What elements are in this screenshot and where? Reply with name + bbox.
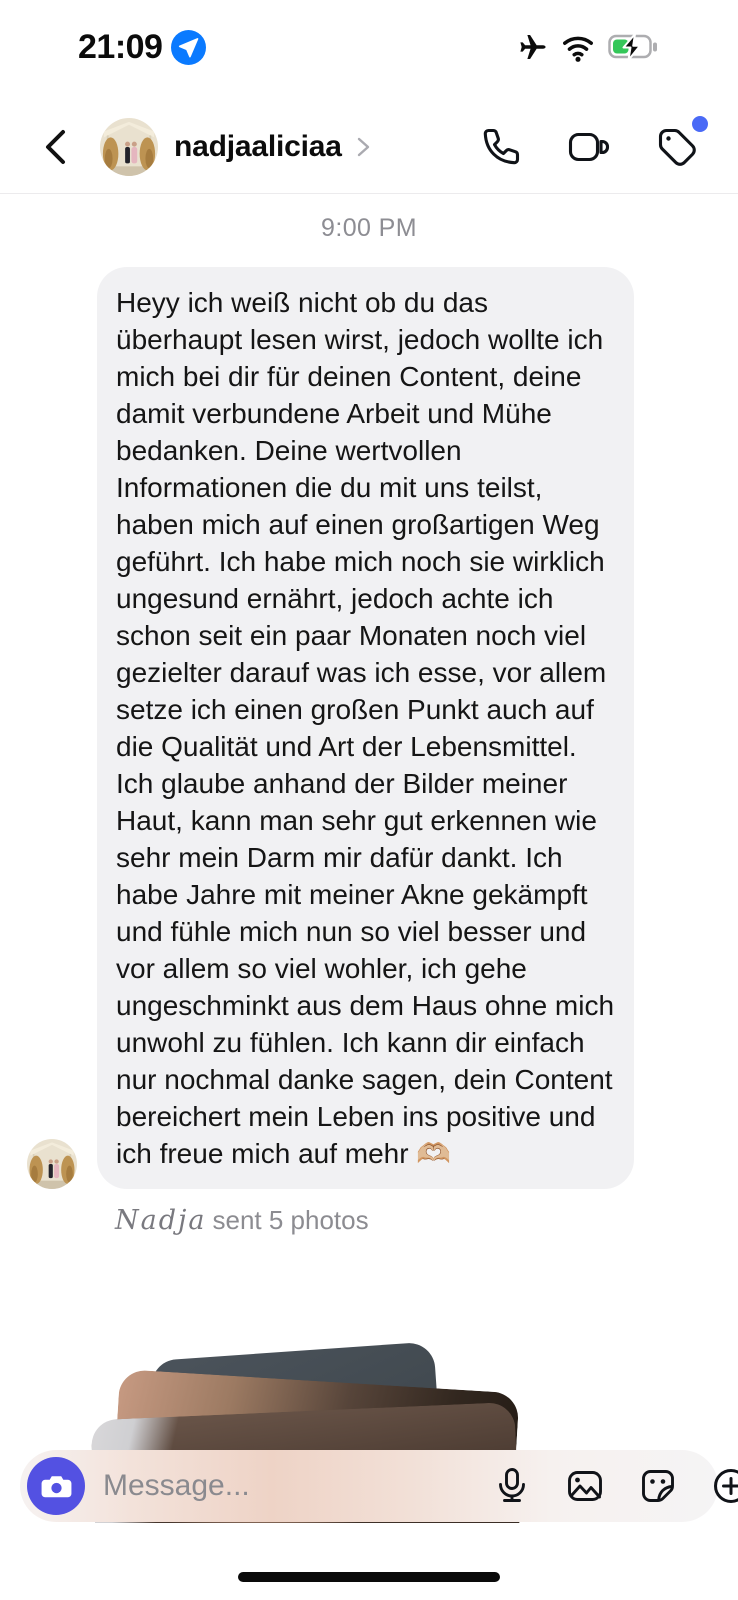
conversation-title[interactable] xyxy=(174,130,374,164)
microphone-icon xyxy=(491,1465,533,1507)
sticker-button[interactable] xyxy=(637,1465,679,1507)
phone-icon xyxy=(478,124,524,170)
profile-avatar[interactable] xyxy=(100,118,158,176)
sender-name: Nadja xyxy=(115,1205,207,1236)
location-arrow-icon xyxy=(171,30,206,65)
chat-header xyxy=(0,100,738,194)
heart-hands-emoji: 🫶🏼 xyxy=(416,1138,452,1169)
clock: 21:09 xyxy=(78,27,163,66)
header-actions xyxy=(478,124,700,170)
notification-dot xyxy=(692,116,708,132)
add-button[interactable] xyxy=(710,1465,738,1507)
composer-actions xyxy=(491,1465,738,1507)
sticker-icon xyxy=(637,1465,679,1507)
username[interactable]: nadjaaliciaa xyxy=(174,129,342,163)
home-indicator[interactable] xyxy=(238,1572,500,1582)
microphone-button[interactable] xyxy=(491,1465,533,1507)
back-button[interactable] xyxy=(36,125,80,169)
conversation-area xyxy=(0,196,738,1236)
message-text: Heyy ich weiß nicht ob du das überhaupt lesen wirst, jedoch wollte ich mich bei dir für deinen Content, deine damit verbundene Arbeit und Mühe bedanken. Deine wertvollen Informationen die du mit uns teilst, haben mich auf einen großartigen Weg geführt. Ich habe mich noch sie wirklich ungesund ernährt, jedoch achte ich schon seit ein paar Monaten noch viel gezielter darauf was ich esse, vor allem setze ich einen großen Punkt auch auf die Qualität und Art der Lebensmittel. Ich glaube anhand der Bilder meiner Haut, kann man sehr gut erkennen wie sehr mein Darm mir dafür dankt. Ich habe Jahre mit meiner Akne gekämpft und fühle mich nun so viel besser und vor allem so viel wohler, ich gehe ungeschminkt aus dem Haus ohne mich unwohl zu fühlen. Ich kann dir einfach nur nochmal danke sagen, dein Content bereichert mein Leben ins positive und ich freue mich auf mehr xyxy=(116,287,615,1169)
video-call-button[interactable] xyxy=(566,124,612,170)
message-composer xyxy=(20,1450,718,1522)
chevron-right-icon xyxy=(352,136,374,158)
details-button[interactable] xyxy=(654,124,700,170)
message-row xyxy=(0,267,738,1189)
status-left xyxy=(78,28,206,67)
timestamp: 9:00 PM xyxy=(321,214,417,242)
image-icon xyxy=(564,1465,606,1507)
tag-icon xyxy=(654,124,700,170)
airplane-mode-icon xyxy=(516,31,548,63)
message-input[interactable] xyxy=(101,1468,491,1504)
video-camera-icon xyxy=(566,124,612,170)
battery-charging-icon xyxy=(608,33,660,61)
attachment-note-text: sent 5 photos xyxy=(212,1205,369,1235)
plus-icon xyxy=(710,1465,738,1507)
image-button[interactable] xyxy=(564,1465,606,1507)
sender-avatar[interactable] xyxy=(27,1139,77,1189)
status-bar xyxy=(0,22,738,72)
status-right xyxy=(516,30,660,64)
message-bubble[interactable] xyxy=(97,267,634,1189)
camera-icon xyxy=(39,1469,74,1504)
camera-button[interactable] xyxy=(27,1457,85,1515)
audio-call-button[interactable] xyxy=(478,124,524,170)
attachment-note xyxy=(115,1205,738,1236)
wifi-icon xyxy=(561,30,595,64)
